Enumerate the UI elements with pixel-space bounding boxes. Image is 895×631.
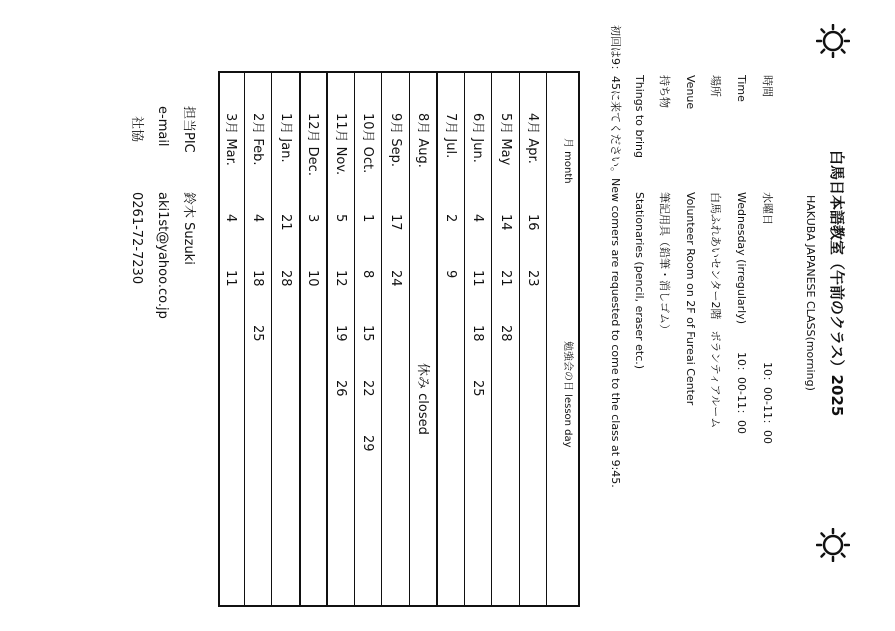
- phone-label: 社協: [129, 116, 144, 143]
- place-en-label: Venue: [684, 75, 697, 110]
- time-jp-value: 水曜日: [761, 192, 774, 225]
- time-jp-hours: 10：00-11：00: [761, 362, 774, 444]
- lesson-day: 22: [360, 380, 375, 397]
- column-divider: [354, 73, 355, 605]
- lesson-day: 11: [470, 270, 485, 287]
- time-en-hours: 10：00-11：00: [735, 352, 748, 434]
- sun-icon: [816, 528, 850, 562]
- lesson-day: 18: [470, 325, 485, 342]
- lesson-day: 17: [387, 214, 403, 231]
- header-month: 月 month: [562, 138, 573, 184]
- lesson-day: 25: [250, 325, 265, 342]
- column-divider: [436, 73, 438, 605]
- lesson-day: 25: [470, 380, 485, 397]
- place-jp-value: 白馬ふれあいセンター2階 ボランティアルーム: [709, 192, 722, 429]
- column-divider: [244, 73, 245, 605]
- month-cell: 5月 May: [497, 113, 513, 166]
- lesson-day: 9: [442, 270, 458, 279]
- phone-value: 0261-72-7230: [129, 192, 144, 285]
- time-en-value: Wednesday (irregularly): [735, 192, 748, 325]
- month-cell: 3月 Mar.: [222, 113, 238, 166]
- lesson-day: 4: [470, 214, 485, 223]
- lesson-day: 24: [387, 270, 403, 287]
- lesson-day: 14: [497, 214, 513, 231]
- page-title: 白馬日本語教室（午前のクラス）2025: [828, 150, 846, 417]
- column-divider: [409, 73, 410, 605]
- column-divider: [299, 73, 301, 605]
- bring-en-value: Stationaries (pencil, eraser etc.): [633, 192, 646, 370]
- lesson-day: 18: [250, 270, 265, 287]
- time-en-label: Time: [735, 75, 748, 102]
- lesson-day: 21: [497, 270, 513, 287]
- bring-jp-label: 持ち物: [658, 75, 671, 108]
- lesson-day: 2: [442, 214, 458, 223]
- lesson-day: 23: [525, 270, 540, 287]
- month-cell: 7月 Jul.: [442, 113, 458, 159]
- place-en-value: Volunteer Room on 2F of Fureai Center: [684, 192, 697, 406]
- lesson-day: 15: [360, 325, 375, 342]
- closed-note: 休み closed: [415, 363, 430, 435]
- lesson-day: 28: [277, 270, 293, 287]
- schedule-table: [218, 71, 580, 607]
- bring-en-label: Things to bring: [633, 75, 646, 158]
- month-cell: 6月 Jun.: [470, 113, 485, 163]
- pic-value: 鈴木 Suzuki: [181, 192, 196, 265]
- month-cell: 4月 Apr.: [525, 113, 540, 164]
- lesson-day: 11: [222, 270, 238, 287]
- month-cell: 9月 Sep.: [387, 113, 403, 168]
- email-value: aki1st@yahoo.co.jp: [155, 192, 170, 319]
- lesson-day: 4: [250, 214, 265, 223]
- lesson-day: 21: [277, 214, 293, 231]
- month-cell: 11月 Nov.: [332, 113, 348, 176]
- lesson-day: 16: [525, 214, 540, 231]
- lesson-day: 12: [332, 270, 348, 287]
- email-label: e-mail: [155, 106, 170, 147]
- column-divider: [271, 73, 272, 605]
- month-cell: 2月 Feb.: [250, 113, 265, 166]
- column-divider: [491, 73, 492, 605]
- month-cell: 1月 Jan.: [277, 113, 293, 163]
- month-cell: 12月 Dec.: [305, 113, 320, 176]
- place-jp-label: 場所: [709, 75, 722, 97]
- lesson-day: 29: [360, 435, 375, 452]
- lesson-day: 5: [332, 214, 348, 223]
- month-cell: 10月 Oct.: [360, 113, 375, 174]
- column-divider: [381, 73, 382, 605]
- lesson-day: 8: [360, 270, 375, 279]
- lesson-day: 26: [332, 380, 348, 397]
- bring-jp-value: 筆記用具（鉛筆・消しゴム）: [658, 192, 671, 335]
- column-divider: [519, 73, 520, 605]
- lesson-day: 4: [222, 214, 238, 223]
- lesson-day: 1: [360, 214, 375, 223]
- first-visit-note: 初回は9：45に来てください。New comers are requested to come to the class at 9:45.: [609, 25, 622, 488]
- lesson-day: 28: [497, 325, 513, 342]
- column-divider: [326, 73, 328, 605]
- lesson-day: 10: [305, 270, 320, 287]
- sun-icon: [816, 24, 850, 58]
- column-divider: [546, 73, 547, 605]
- month-cell: 8月 Aug.: [415, 113, 430, 168]
- lesson-day: 3: [305, 214, 320, 223]
- time-jp-label: 時間: [761, 75, 774, 97]
- page-subtitle: HAKUBA JAPANESE CLASS(morning): [804, 195, 817, 391]
- pic-label: 担当PIC: [181, 106, 196, 153]
- column-divider: [464, 73, 465, 605]
- header-lesson-day: 勉強会の日 lesson day: [562, 341, 573, 448]
- lesson-day: 19: [332, 325, 348, 342]
